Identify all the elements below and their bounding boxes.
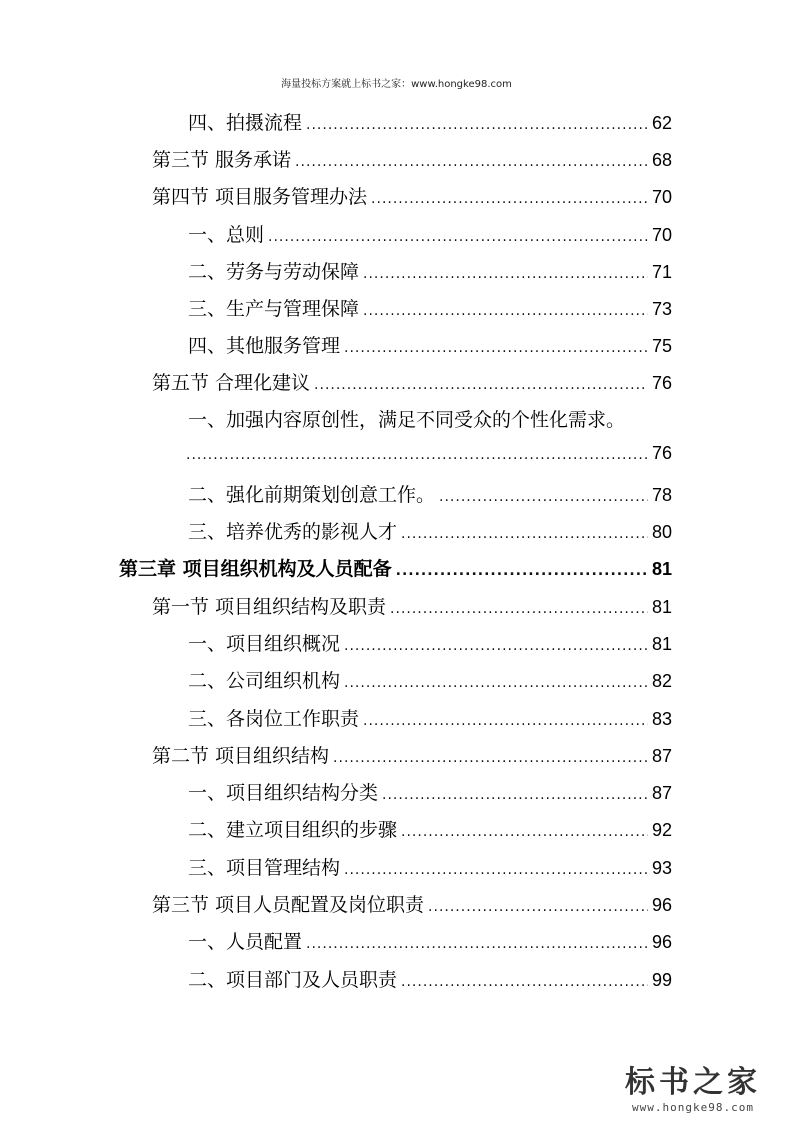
toc-entry-label: 一、项目组织结构分类 [188,782,379,804]
toc-entry-page: 87 [651,783,672,803]
page-header: 海量投标方案就上标书之家：www.hongke98.com [281,79,512,90]
toc-entry[interactable] [188,666,672,693]
dot-leader [401,526,648,542]
toc-entry-label: 三、生产与管理保障 [188,298,360,320]
toc-entry-label: 二、建立项目组织的步骤 [188,819,398,841]
toc-entry[interactable] [188,257,672,284]
dot-leader [428,899,648,915]
toc-entry-label: 四、其他服务管理 [188,335,341,357]
toc-entry-page: 76 [651,443,672,463]
dot-leader [401,974,648,990]
toc-entry-continuation[interactable] [186,443,672,464]
toc-entry-page: 96 [651,895,672,915]
toc-entry-label: 二、劳务与劳动保障 [188,261,360,283]
toc-entry-label: 一、项目组织概况 [188,633,341,655]
dot-leader [390,601,648,617]
toc-entry-page: 81 [651,634,672,654]
toc-entry-page: 92 [651,820,672,840]
toc-entry-page: 82 [651,671,672,691]
logo-title: 标书之家 [625,1065,761,1100]
toc-entry-label: 四、拍摄流程 [188,112,303,134]
dot-leader [344,675,648,691]
toc-entry-page: 62 [651,113,672,133]
toc-entry-page: 73 [651,299,672,319]
dot-leader [344,340,648,356]
toc-entry-label: 第一节 项目组织结构及职责 [152,596,387,618]
dot-leader [268,229,648,245]
toc-entry[interactable] [152,890,672,917]
toc-entry-label: 二、公司组织机构 [188,670,341,692]
toc-entry[interactable] [188,108,672,135]
toc-entry[interactable] [152,145,672,172]
dot-leader [186,447,648,463]
toc-entry-label: 第五节 合理化建议 [152,372,311,394]
dot-leader [314,377,648,393]
toc-entry[interactable] [188,517,672,544]
toc-chapter-entry[interactable] [119,554,672,581]
toc-entry[interactable] [152,182,672,209]
toc-entry-label: 第三节 项目人员配置及岗位职责 [152,894,425,916]
toc-entry[interactable] [188,629,672,656]
toc-entry-label: 三、各岗位工作职责 [188,708,360,730]
toc-entry-label: 第三节 服务承诺 [152,149,292,171]
dot-leader [439,489,648,505]
dot-leader [396,563,648,579]
toc-entry[interactable] [188,965,672,992]
toc-entry-label: 一、总则 [188,224,265,246]
dot-leader [371,191,648,207]
dot-leader [344,638,648,654]
toc-entry-page: 70 [651,225,672,245]
toc-entry-page: 81 [651,559,672,579]
toc-entry-page: 70 [651,187,672,207]
toc-entry-label[interactable]: 一、加强内容原创性，满足不同受众的个性化需求。 [188,409,626,431]
toc-entry[interactable] [188,927,672,954]
toc-entry-page: 87 [651,746,672,766]
dot-leader [295,154,648,170]
toc-entry-page: 71 [651,262,672,282]
toc-entry-page: 81 [651,597,672,617]
toc-entry[interactable] [152,592,672,619]
dot-leader [363,266,648,282]
dot-leader [306,936,648,952]
dot-leader [382,787,648,803]
toc-entry-page: 68 [651,150,672,170]
toc-entry[interactable] [188,815,672,842]
toc-entry-page: 99 [651,970,672,990]
site-logo [603,1057,783,1114]
toc-entry-page: 76 [651,373,672,393]
toc-entry[interactable] [188,480,672,507]
toc-entry-label: 第三章 项目组织机构及人员配备 [119,558,392,580]
toc-entry-label: 三、项目管理结构 [188,857,341,879]
toc-entry[interactable] [188,220,672,247]
dot-leader [333,750,648,766]
toc-entry-page: 75 [651,336,672,356]
dot-leader [344,862,648,878]
toc-entry-page: 96 [651,932,672,952]
toc-entry[interactable] [188,294,672,321]
toc-entry-label: 第二节 项目组织结构 [152,745,330,767]
toc-entry-page: 78 [651,485,672,505]
toc-entry-label: 一、人员配置 [188,931,303,953]
dot-leader [363,713,648,729]
dot-leader [401,824,648,840]
toc-entry-page: 93 [651,858,672,878]
toc-entry-label: 第四节 项目服务管理办法 [152,186,368,208]
toc-entry-page: 83 [651,709,672,729]
toc-entry-label: 二、项目部门及人员职责 [188,969,398,991]
dot-leader [363,303,648,319]
toc-entry-label: 三、培养优秀的影视人才 [188,521,398,543]
dot-leader [306,117,648,133]
toc-entry[interactable] [188,704,672,731]
toc-entry-page: 80 [651,522,672,542]
logo-url: www.hongke98.com [632,1101,754,1114]
toc-entry[interactable] [188,778,672,805]
toc-entry[interactable] [188,331,672,358]
toc-entry[interactable] [152,741,672,768]
toc-entry[interactable] [152,368,672,395]
toc-entry-label: 二、强化前期策划创意工作。 [188,484,436,506]
toc-entry[interactable] [188,853,672,880]
